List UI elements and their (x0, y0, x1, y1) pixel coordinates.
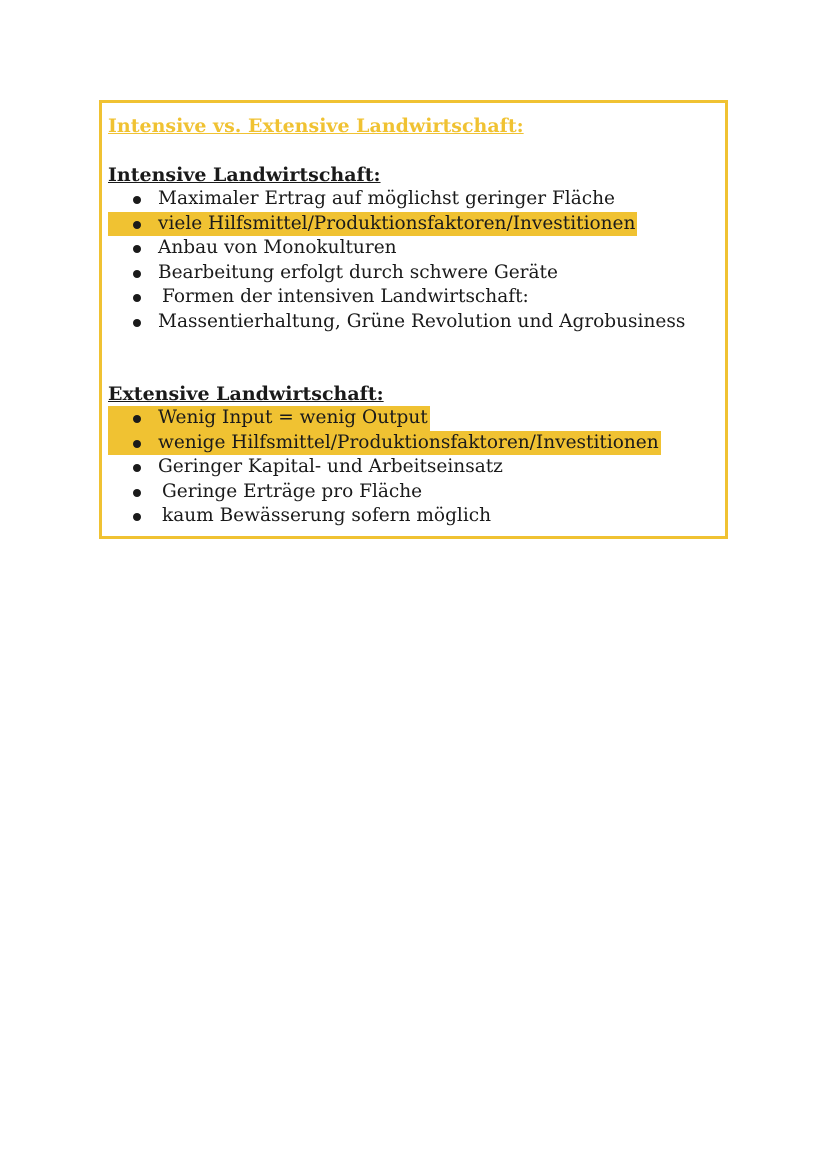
intensive-heading: Intensive Landwirtschaft: (108, 164, 381, 186)
bullet-icon (133, 319, 141, 327)
bullet-icon (133, 270, 141, 278)
highlighted-row: Wenig Input = wenig Output (108, 406, 430, 431)
bullet-icon (133, 221, 141, 229)
highlighted-row: wenige Hilfsmittel/Produktionsfaktoren/Investitionen (108, 431, 661, 456)
list-item (108, 406, 721, 431)
document-title: Intensive vs. Extensive Landwirtschaft: (108, 115, 524, 137)
bullet-icon (133, 245, 141, 253)
list-item: Maximaler Ertrag auf möglichst geringer Fläche (108, 187, 721, 212)
bullet-icon (133, 415, 141, 423)
extensive-list (108, 406, 721, 529)
bullet-icon (133, 440, 141, 448)
extensive-heading: Extensive Landwirtschaft: (108, 383, 384, 405)
content-area (108, 113, 721, 529)
highlighted-row: viele Hilfsmittel/Produktionsfaktoren/Investitionen (108, 212, 637, 237)
list-item: Formen der intensiven Landwirtschaft: (108, 285, 721, 310)
list-item: Geringer Kapital- und Arbeitseinsatz (108, 455, 721, 480)
list-item: Anbau von Monokulturen (108, 236, 721, 261)
intensive-list (108, 187, 721, 334)
content-box (99, 100, 728, 539)
bullet-icon (133, 489, 141, 497)
bullet-icon (133, 294, 141, 302)
list-item (108, 431, 721, 456)
bullet-icon (133, 464, 141, 472)
bullet-icon (133, 196, 141, 204)
list-item: Massentierhaltung, Grüne Revolution und Agrobusiness (108, 310, 721, 335)
list-item: kaum Bewässerung sofern möglich (108, 504, 721, 529)
list-item (108, 212, 721, 237)
list-item: Geringe Erträge pro Fläche (108, 480, 721, 505)
list-item: Bearbeitung erfolgt durch schwere Geräte (108, 261, 721, 286)
bullet-icon (133, 513, 141, 521)
